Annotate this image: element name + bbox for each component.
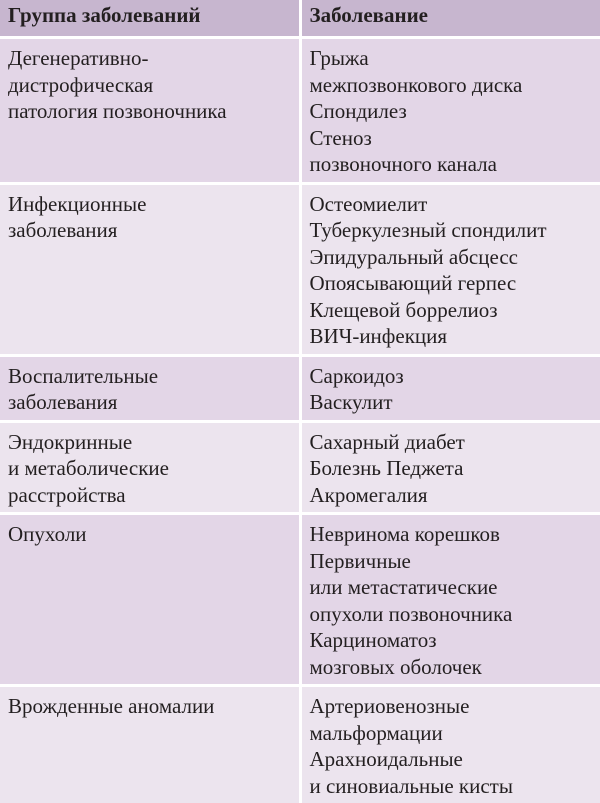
header-disease: Заболевание [300, 0, 600, 38]
disease-line: Спондилез [310, 98, 595, 125]
disease-group-line: и метаболические [8, 455, 293, 482]
disease-line: Клещевой боррелиоз [310, 297, 595, 324]
disease-list-cell [300, 514, 600, 686]
disease-line: и синовиальные кисты [310, 773, 595, 800]
disease-line: Опоясывающий герпес [310, 270, 595, 297]
disease-group-cell [0, 686, 300, 803]
disease-group-line: Опухоли [8, 521, 293, 548]
disease-line: Стеноз [310, 125, 595, 152]
disease-group-line: заболевания [8, 217, 293, 244]
disease-group-line: дистрофическая [8, 72, 293, 99]
disease-line: Остеомиелит [310, 191, 595, 218]
table-row [0, 514, 600, 686]
disease-group-line: Врожденные аномалии [8, 693, 293, 720]
disease-list-cell [300, 686, 600, 803]
disease-line: Саркоидоз [310, 363, 595, 390]
disease-line: межпозвонкового диска [310, 72, 595, 99]
disease-list-cell [300, 421, 600, 514]
disease-group-cell [0, 183, 300, 355]
disease-line: Первичные [310, 548, 595, 575]
disease-line: ВИЧ-инфекция [310, 323, 595, 350]
disease-group-line: расстройства [8, 482, 293, 509]
disease-group-line: Воспалительные [8, 363, 293, 390]
disease-line: Артериовенозные [310, 693, 595, 720]
disease-line: Туберкулезный спондилит [310, 217, 595, 244]
disease-list-cell [300, 355, 600, 421]
disease-line: Грыжа [310, 45, 595, 72]
disease-line: Сахарный диабет [310, 429, 595, 456]
disease-line: или метастатические [310, 574, 595, 601]
disease-line: Акромегалия [310, 482, 595, 509]
disease-group-line: Инфекционные [8, 191, 293, 218]
disease-list-cell [300, 38, 600, 184]
disease-line: позвоночного канала [310, 151, 595, 178]
disease-group-line: Эндокринные [8, 429, 293, 456]
table-row [0, 183, 600, 355]
disease-group-line: заболевания [8, 389, 293, 416]
table-row [0, 686, 600, 803]
disease-group-cell [0, 38, 300, 184]
disease-line: Арахноидальные [310, 746, 595, 773]
disease-line: Невринома корешков [310, 521, 595, 548]
table-header-row [0, 0, 600, 38]
disease-line: Васкулит [310, 389, 595, 416]
disease-line: опухоли позвоночника [310, 601, 595, 628]
disease-group-cell [0, 421, 300, 514]
disease-list-cell [300, 183, 600, 355]
table-row [0, 355, 600, 421]
disease-group-line: патология позвоночника [8, 98, 293, 125]
disease-group-line: Дегенеративно- [8, 45, 293, 72]
disease-line: Карциноматоз [310, 627, 595, 654]
disease-line: Эпидуральный абсцесс [310, 244, 595, 271]
table-body [0, 38, 600, 803]
table-row [0, 421, 600, 514]
disease-line: мальформации [310, 720, 595, 747]
disease-line: Болезнь Педжета [310, 455, 595, 482]
disease-line: мозговых оболочек [310, 654, 595, 681]
header-disease-group: Группа заболеваний [0, 0, 300, 38]
disease-group-cell [0, 514, 300, 686]
table-row [0, 38, 600, 184]
disease-group-cell [0, 355, 300, 421]
